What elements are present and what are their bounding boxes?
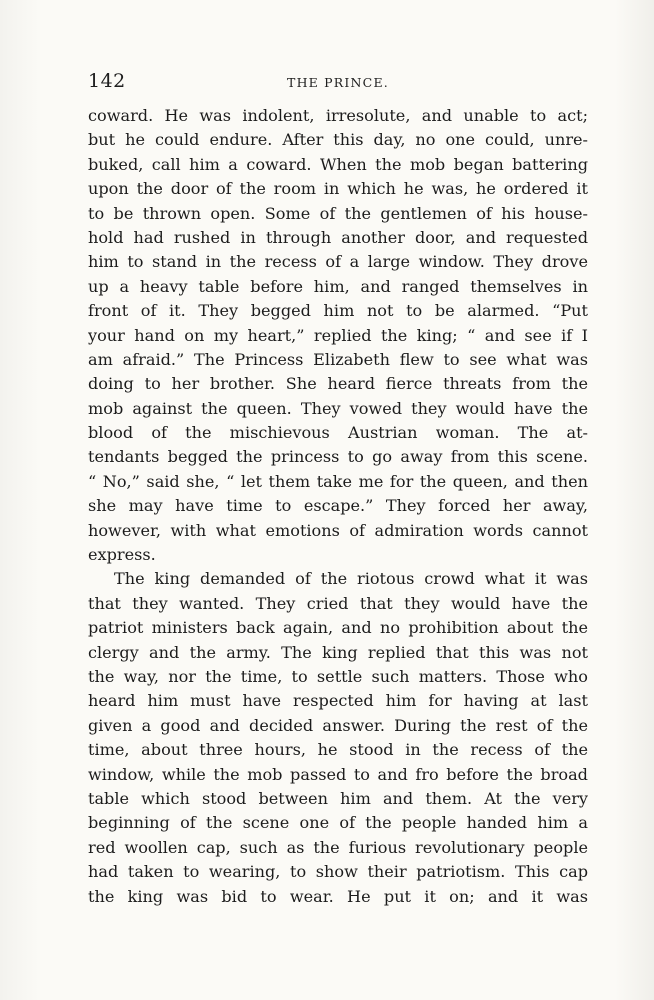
text-line: the way, nor the time, to settle such matters. Those who [88, 666, 588, 686]
text-line: to be thrown open. Some of the gentlemen of his house- [88, 203, 588, 223]
text-line: blood of the mischievous Austrian woman. The at- [88, 423, 588, 443]
text-line: hold had rushed in through another door, and requested [88, 227, 588, 247]
text-line: had taken to wearing, to show their patriotism. This cap [88, 862, 588, 882]
text-line: that they wanted. They cried that they would have the [88, 593, 588, 613]
paragraph-2 [88, 567, 588, 908]
text-line: “ No,” said she, “ let them take me for the queen, and then [88, 471, 588, 491]
text-line: however, with what emotions of admiration words cannot [88, 520, 588, 540]
text-line: doing to her brother. She heard fierce threats from the [88, 374, 588, 394]
text-line: time, about three hours, he stood in the recess of the [88, 740, 588, 760]
page-header [88, 70, 588, 100]
text-line: him to stand in the recess of a large window. They drove [88, 252, 588, 272]
text-line: patriot ministers back again, and no prohibition about the [88, 618, 588, 638]
text-line: the king was bid to wear. He put it on; and it was [88, 886, 588, 906]
paragraph-1 [88, 104, 588, 567]
text-line: red woollen cap, such as the furious revolutionary people [88, 837, 588, 857]
page-number: 142 [88, 70, 126, 92]
text-line: The king demanded of the riotous crowd what it was [114, 569, 588, 589]
running-title: THE PRINCE. [287, 75, 389, 90]
text-line: given a good and decided answer. During the rest of the [88, 715, 588, 735]
text-line: express. [88, 545, 156, 565]
text-line: upon the door of the room in which he was, he ordered it [88, 179, 588, 199]
text-line: window, while the mob passed to and fro before the broad [88, 764, 588, 784]
text-line: tendants begged the princess to go away from this scene. [88, 447, 588, 467]
text-line: up a heavy table before him, and ranged themselves in [88, 276, 588, 296]
text-line: buked, call him a coward. When the mob began battering [88, 154, 588, 174]
text-line: coward. He was indolent, irresolute, and unable to act; [88, 106, 588, 125]
text-line: mob against the queen. They vowed they would have the [88, 398, 588, 418]
text-line: am afraid.” The Princess Elizabeth flew to see what was [88, 349, 588, 369]
body-text [88, 104, 588, 909]
text-line: she may have time to escape.” They forced her away, [88, 496, 588, 516]
text-line: clergy and the army. The king replied that this was not [88, 642, 588, 662]
text-line: your hand on my heart,” replied the king; “ and see if I [88, 325, 588, 345]
text-line: but he could endure. After this day, no one could, unre- [88, 130, 588, 150]
text-line: table which stood between him and them. At the very [88, 788, 588, 808]
text-line: front of it. They begged him not to be alarmed. “Put [88, 301, 588, 321]
text-line: heard him must have respected him for having at last [88, 691, 588, 711]
text-line: beginning of the scene one of the people handed him a [88, 813, 588, 833]
